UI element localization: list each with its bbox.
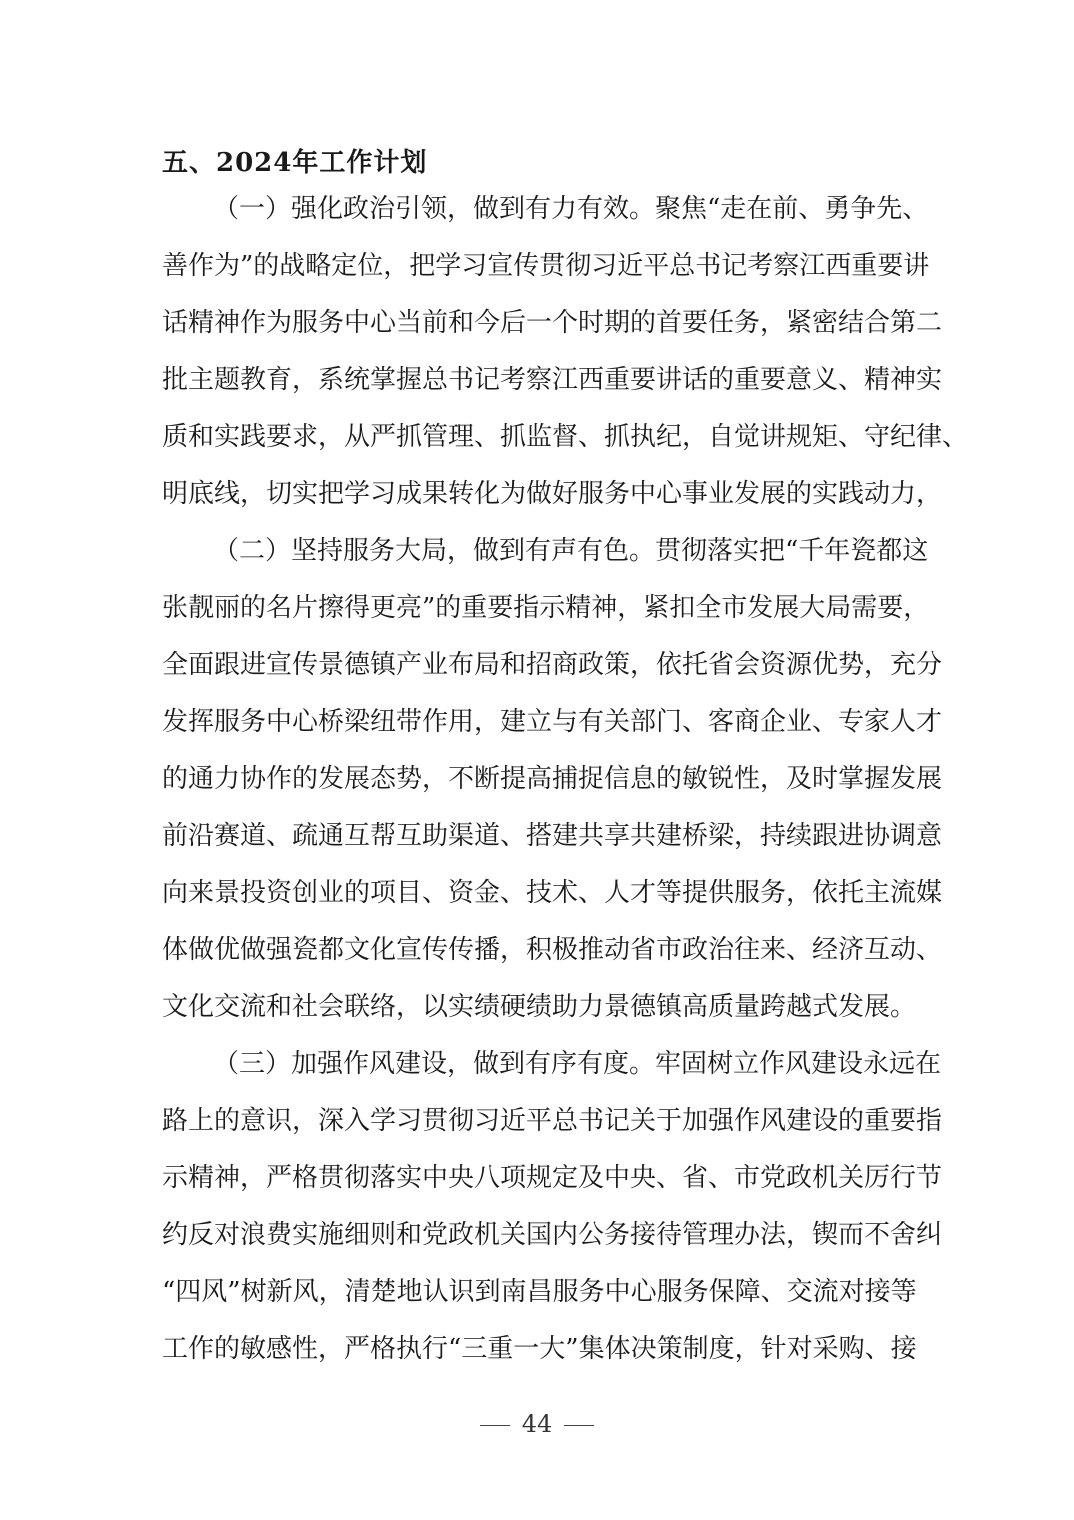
paragraph-2-line-3: 全面跟进宣传景德镇产业布局和招商政策，依托省会资源优势，充分 (162, 650, 943, 680)
paragraph-1-line-5: 质和实践要求，从严抓管理、抓监督、抓执纪，自觉讲规矩、守纪律、 (162, 422, 969, 452)
paragraph-3-line-2: 路上的意识，深入学习贯彻习近平总书记关于加强作风建设的重要指 (162, 1106, 943, 1136)
paragraph-3-line-4: 约反对浪费实施细则和党政机关国内公务接待管理办法，锲而不舍纠 (162, 1220, 943, 1250)
paragraph-2-line-8: 体做优做强瓷都文化宣传传播，积极推动省市政治往来、经济互动、 (162, 935, 943, 965)
paragraph-1-line-3: 话精神作为服务中心当前和今后一个时期的首要任务，紧密结合第二 (162, 308, 943, 338)
paragraph-2-line-2: 张靓丽的名片擦得更亮”的重要指示精神，紧扣全市发展大局需要， (162, 593, 930, 623)
footer-dash-right (564, 1425, 594, 1426)
paragraph-1-line-6: 明底线，切实把学习成果转化为做好服务中心事业发展的实践动力， (162, 479, 943, 509)
paragraph-2-line-7: 向来景投资创业的项目、资金、技术、人才等提供服务，依托主流媒 (162, 878, 943, 908)
paragraph-1-line-1: （一）强化政治引领，做到有力有效。聚焦“走在前、勇争先、 (213, 194, 929, 224)
paragraph-3-line-6: 工作的敏感性，严格执行“三重一大”集体决策制度，针对采购、接 (162, 1334, 917, 1364)
paragraph-3-line-1: （三）加强作风建设，做到有序有度。牢固树立作风建设永远在 (213, 1049, 942, 1079)
paragraph-1-line-2: 善作为”的战略定位，把学习宣传贯彻习近平总书记考察江西重要讲 (162, 251, 930, 281)
paragraph-2-line-4: 发挥服务中心桥梁纽带作用，建立与有关部门、客商企业、专家人才 (162, 707, 943, 737)
paragraph-1-line-4: 批主题教育，系统掌握总书记考察江西重要讲话的重要意义、精神实 (162, 365, 943, 395)
paragraph-2-line-6: 前沿赛道、疏通互帮互助渠道、搭建共享共建桥梁，持续跟进协调意 (162, 821, 943, 851)
page-number: 44 (521, 1410, 553, 1438)
footer-dash-left (480, 1425, 510, 1426)
paragraph-2-line-9: 文化交流和社会联络，以实绩硬绩助力景德镇高质量跨越式发展。 (162, 992, 917, 1022)
paragraph-3-line-5: “四风”树新风，清楚地认识到南昌服务中心服务保障、交流对接等 (162, 1277, 917, 1307)
paragraph-3-line-3: 示精神，严格贯彻落实中央八项规定及中央、省、市党政机关厉行节 (162, 1163, 943, 1193)
paragraph-2-line-5: 的通力协作的发展态势，不断提高捕捉信息的敏锐性，及时掌握发展 (162, 764, 943, 794)
section-heading: 五、2024年工作计划 (162, 148, 428, 178)
paragraph-2-line-1: （二）坚持服务大局，做到有声有色。贯彻落实把“千年瓷都这 (213, 536, 929, 566)
page-footer (0, 1410, 1074, 1438)
